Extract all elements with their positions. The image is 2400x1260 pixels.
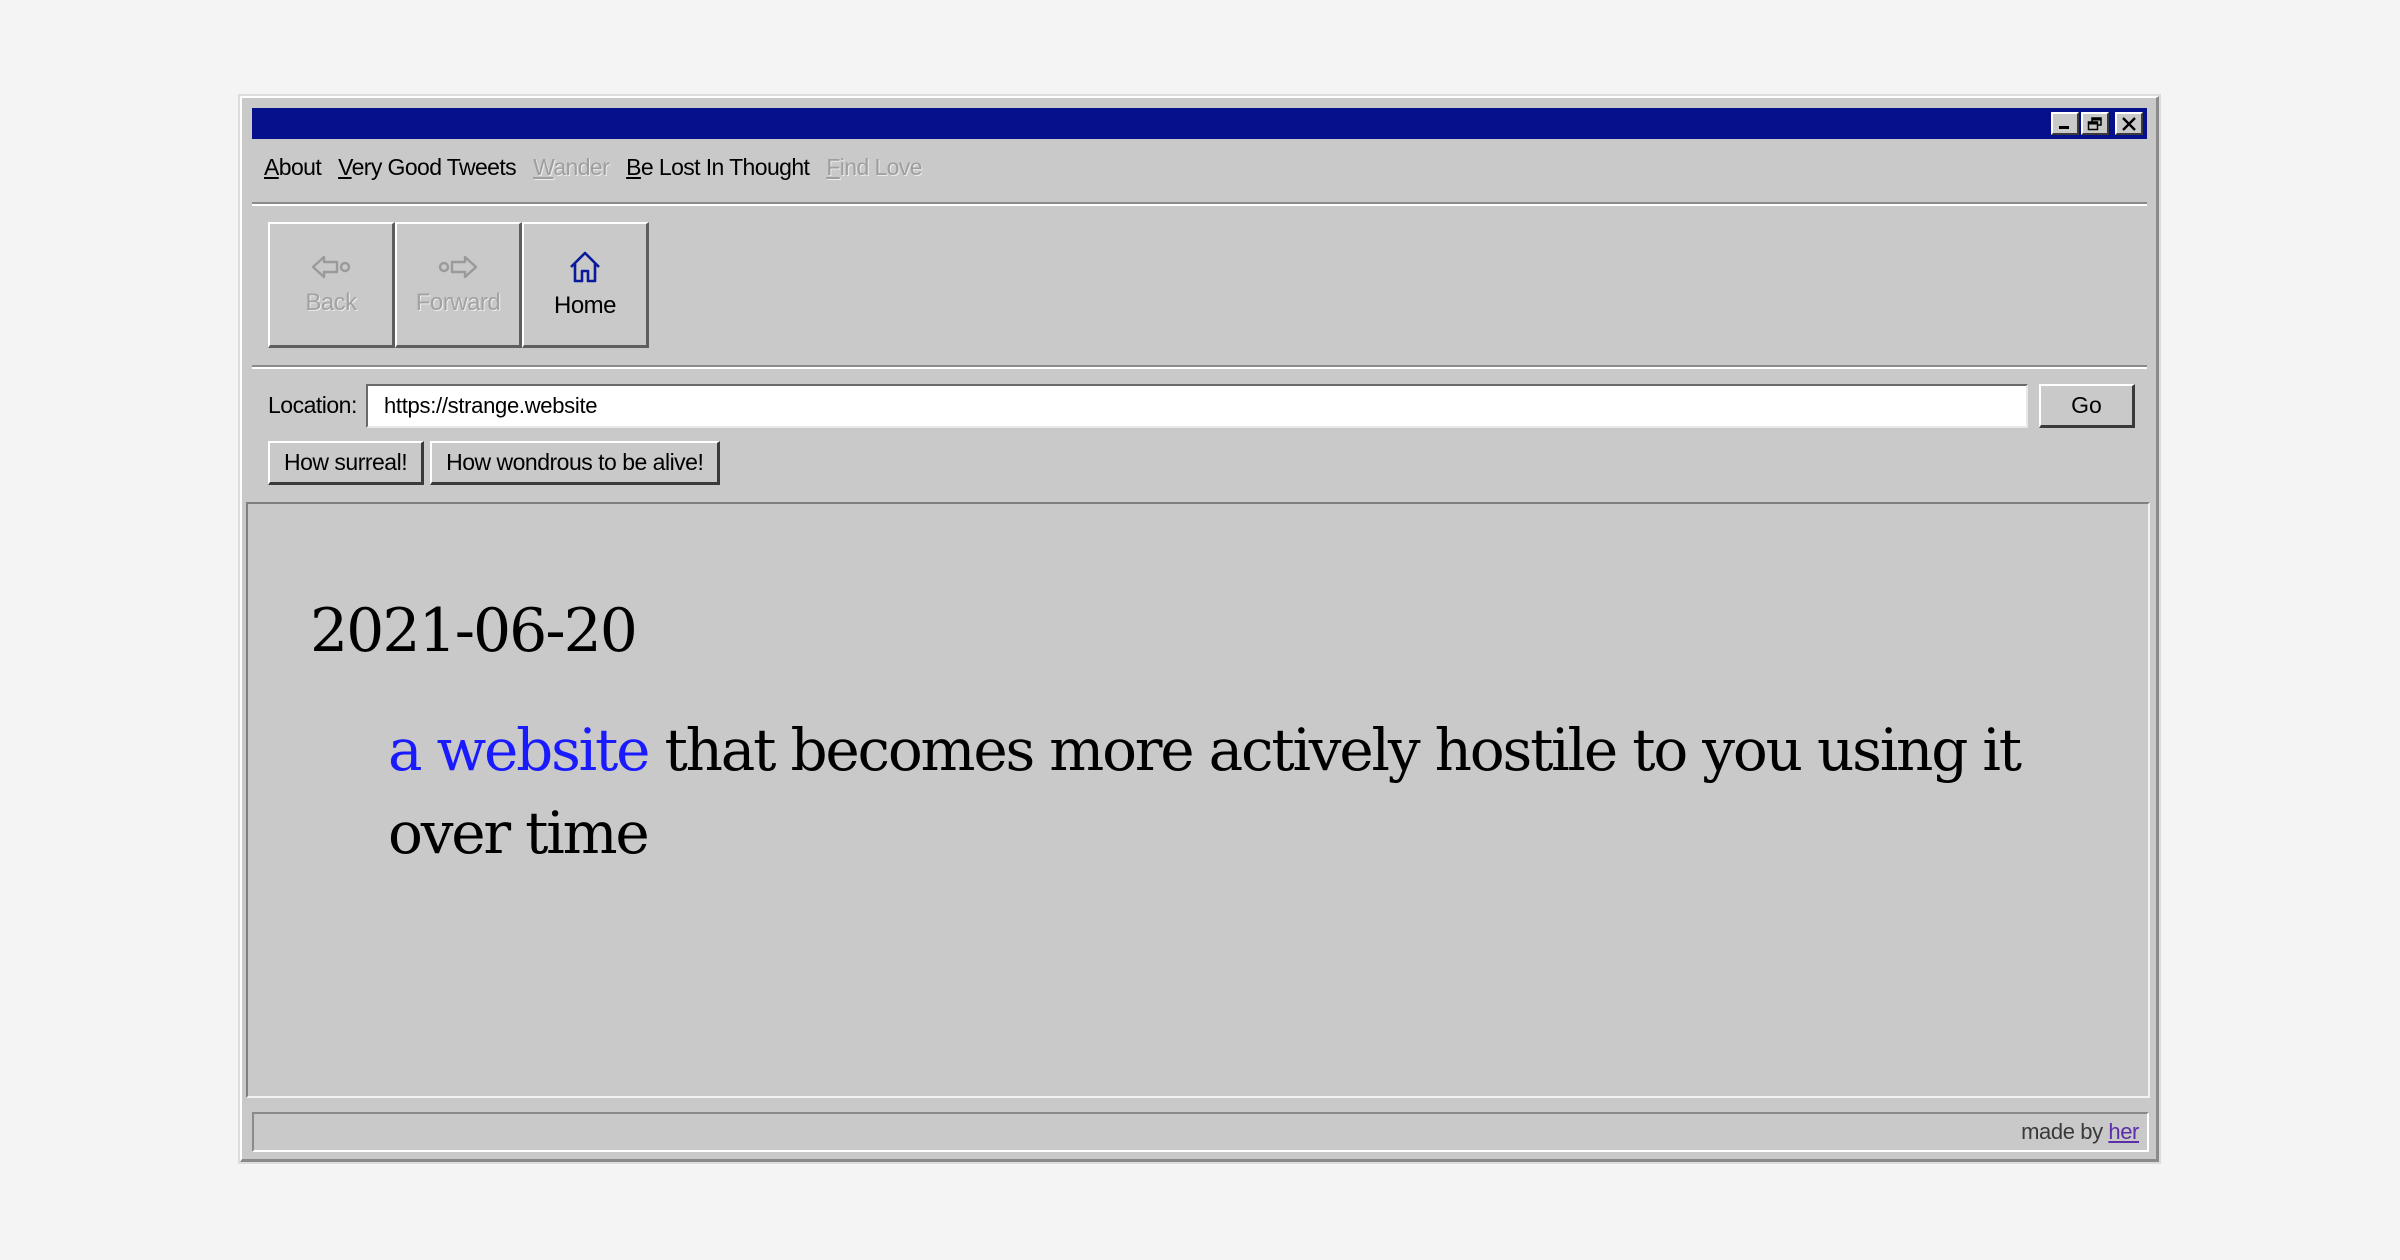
toolbar-separator — [252, 365, 2147, 369]
back-arrow-icon — [310, 253, 352, 281]
status-bar — [252, 1112, 2149, 1152]
close-icon — [2121, 117, 2137, 131]
forward-button[interactable] — [395, 222, 522, 348]
home-icon — [567, 250, 603, 284]
minimize-icon — [2057, 117, 2073, 131]
minimize-button[interactable] — [2051, 112, 2079, 135]
quick-buttons — [268, 441, 720, 485]
title-bar[interactable] — [252, 108, 2147, 139]
location-input[interactable] — [366, 384, 2028, 428]
author-link[interactable]: her — [2108, 1119, 2139, 1144]
menu-item-wander: Wander — [533, 154, 610, 180]
navigation-toolbar — [268, 222, 649, 348]
home-button[interactable] — [522, 222, 649, 348]
menu-bar — [264, 154, 922, 184]
window-controls — [2051, 112, 2143, 135]
content-area[interactable] — [246, 502, 2150, 1098]
close-button[interactable] — [2115, 112, 2143, 135]
how-surreal-button[interactable]: How surreal! — [268, 441, 424, 485]
forward-label: Forward — [415, 288, 501, 316]
back-button[interactable] — [268, 222, 395, 348]
back-label: Back — [305, 288, 357, 316]
how-wondrous-button[interactable]: How wondrous to be alive! — [430, 441, 720, 485]
restore-button[interactable] — [2081, 112, 2109, 135]
location-label: Location: — [268, 392, 357, 418]
location-bar — [268, 384, 2136, 428]
menu-item-very-good-tweets[interactable]: Very Good Tweets — [338, 154, 517, 180]
go-button[interactable]: Go — [2039, 384, 2135, 428]
menu-item-about[interactable]: About — [264, 154, 322, 180]
credit-text: made by her — [2021, 1119, 2139, 1144]
entry-date: 2021-06-20 — [310, 596, 636, 666]
menu-item-be-lost-in-thought[interactable]: Be Lost In Thought — [626, 154, 810, 180]
home-label: Home — [553, 291, 617, 319]
entry-body: that becomes more actively hostile to you using it over time — [388, 716, 2020, 867]
website-link[interactable]: a website — [388, 716, 649, 784]
menu-separator — [252, 202, 2147, 206]
entry-text — [388, 709, 2088, 875]
restore-icon — [2087, 117, 2103, 131]
browser-window — [240, 96, 2159, 1162]
menu-item-find-love: Find Love — [826, 154, 922, 180]
forward-arrow-icon — [437, 253, 479, 281]
